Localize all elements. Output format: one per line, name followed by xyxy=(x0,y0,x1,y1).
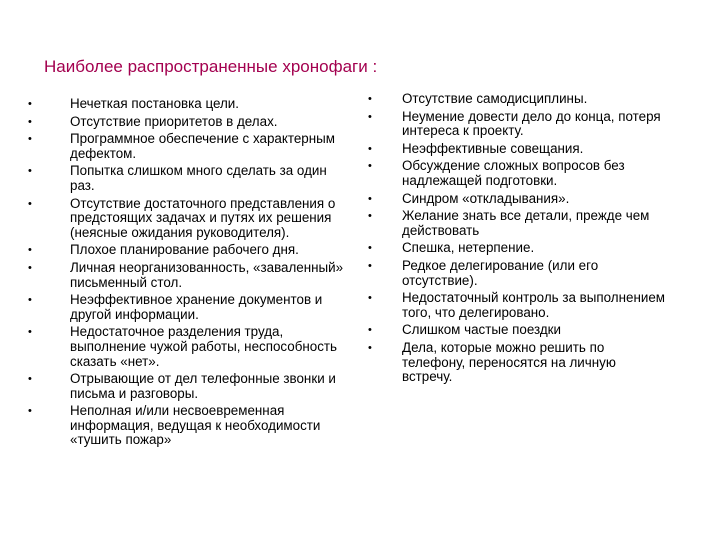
list-item: • Синдром «откладывания». xyxy=(368,192,668,207)
list-item: • Отсутствие приоритетов в делах. xyxy=(28,115,353,130)
list-item: • Неумение довести дело до конца, потеря интереса к проекту. xyxy=(368,110,668,139)
list-item: • Отсутствие самодисциплины. xyxy=(368,92,668,107)
list-item: • Неполная и/или несвоевременная информация, ведущая к необходимости «тушить пожар» xyxy=(28,404,353,448)
list-item: • Обсуждение сложных вопросов без надлежащей подготовки. xyxy=(368,159,668,188)
list-item: • Попытка слишком много сделать за один раз. xyxy=(28,164,353,193)
list-item: • Недостаточное разделения труда, выполнение чужой работы, неспособность сказать «нет». xyxy=(28,325,353,369)
list-item: • Неэффективные совещания. xyxy=(368,142,668,157)
list-item: • Спешка, нетерпение. xyxy=(368,241,668,256)
list-item: • Нечеткая постановка цели. xyxy=(28,97,353,112)
list-item: • Редкое делегирование (или его отсутствие). xyxy=(368,259,668,288)
list-item: • Плохое планирование рабочего дня. xyxy=(28,243,353,258)
list-item: • Недостаточный контроль за выполнением того, что делегировано. xyxy=(368,291,668,320)
list-item: • Личная неорганизованность, «заваленный» письменный стол. xyxy=(28,261,353,290)
list-item: • Отсутствие достаточного представления о предстоящих задачах и путях их решения (неясные ожидания руководителя). xyxy=(28,197,353,241)
list-item: • Дела, которые можно решить по телефону, переносятся на личную встречу. xyxy=(368,341,668,385)
list-item: • Отрывающие от дел телефонные звонки и письма и разговоры. xyxy=(28,372,353,401)
page-title: Наиболее распространенные хронофаги : xyxy=(44,57,378,76)
list-item: • Неэффективное хранение документов и другой информации. xyxy=(28,293,353,322)
list-item: • Слишком частые поездки xyxy=(368,323,668,338)
list-item: • Программное обеспечение с характерным дефектом. xyxy=(28,132,353,161)
list-item: • Желание знать все детали, прежде чем действовать xyxy=(368,209,668,238)
right-bullet-list xyxy=(368,92,668,388)
left-bullet-list xyxy=(28,97,353,451)
